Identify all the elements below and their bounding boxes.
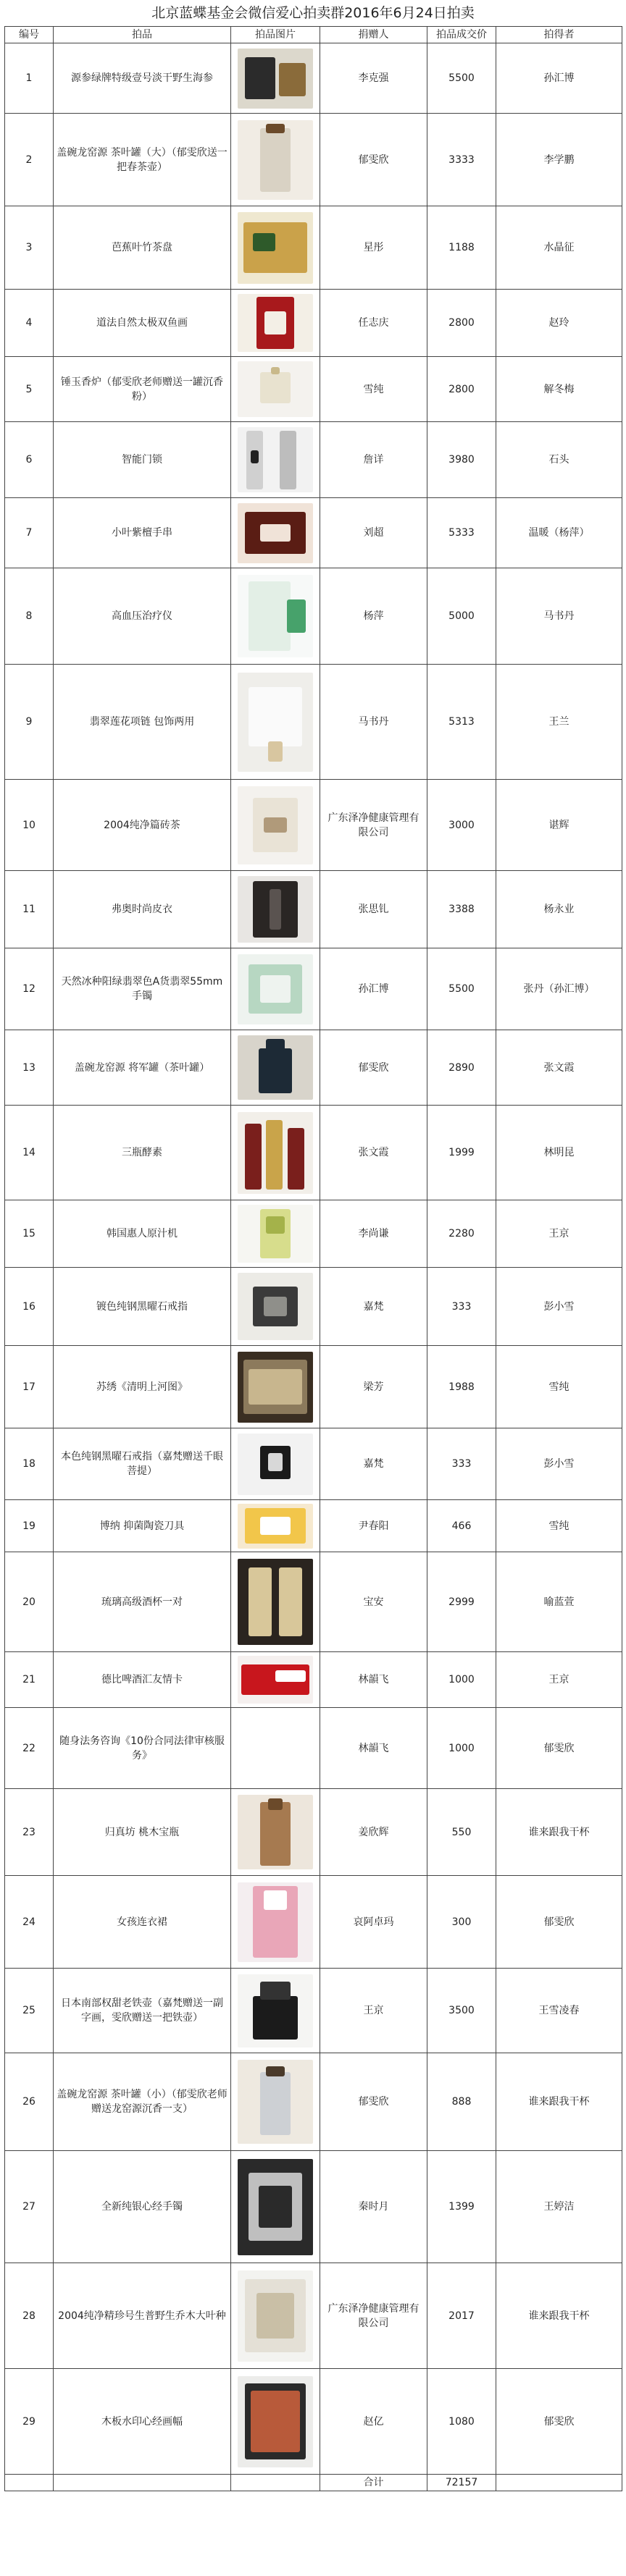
cell-number: 25	[5, 1969, 54, 2053]
girls-dress-photo	[238, 1882, 314, 1962]
cell-donor: 星彤	[320, 206, 427, 290]
cell-winner: 王京	[496, 1200, 622, 1268]
cell-number: 23	[5, 1789, 54, 1876]
cell-photo	[231, 2151, 320, 2263]
table-row	[5, 2369, 622, 2475]
heart-sutra-print-photo	[238, 2376, 314, 2467]
cell-number: 5	[5, 357, 54, 422]
cell-winner: 解冬梅	[496, 357, 622, 422]
cell-winner: 李学鹏	[496, 114, 622, 206]
cell-donor: 林韻飞	[320, 1708, 427, 1789]
cell-donor: 杨萍	[320, 568, 427, 665]
cell-price: 3000	[427, 780, 496, 871]
cell-number: 6	[5, 422, 54, 498]
tea-caddy-large-photo	[238, 120, 314, 200]
cell-number: 2	[5, 114, 54, 206]
cell-item: 盖碗龙窑源 茶叶罐（大）（郁雯欣送一把春茶壶）	[54, 114, 231, 206]
cell-photo	[231, 422, 320, 498]
cell-donor: 张文霞	[320, 1106, 427, 1200]
cell-item: 归真坊 桃木宝瓶	[54, 1789, 231, 1876]
cell-item: 小叶紫檀手串	[54, 498, 231, 568]
col-header-item: 拍品	[54, 27, 231, 43]
cell-winner: 孙汇博	[496, 43, 622, 114]
cell-photo	[231, 1708, 320, 1789]
cell-donor: 马书丹	[320, 665, 427, 780]
cell-winner: 彭小雪	[496, 1428, 622, 1500]
silver-bracelet-photo	[238, 2159, 314, 2255]
cell-price: 2999	[427, 1552, 496, 1652]
cell-winner: 喻蓝萱	[496, 1552, 622, 1652]
table-row	[5, 1876, 622, 1969]
cell-donor: 赵亿	[320, 2369, 427, 2475]
cell-price: 5000	[427, 568, 496, 665]
cell-number: 4	[5, 290, 54, 357]
cell-donor: 郁雯欣	[320, 1030, 427, 1106]
cell-donor: 嘉梵	[320, 1428, 427, 1500]
cell-winner: 谁来跟我干杯	[496, 2263, 622, 2369]
cell-winner: 雪纯	[496, 1500, 622, 1552]
taiji-painting-photo	[238, 294, 314, 352]
cell-photo	[231, 2263, 320, 2369]
cell-donor: 李尚谦	[320, 1200, 427, 1268]
cell-photo	[231, 1346, 320, 1428]
table-row	[5, 1652, 622, 1708]
cell-number: 27	[5, 2151, 54, 2263]
cell-price: 3500	[427, 1969, 496, 2053]
table-row	[5, 665, 622, 780]
cell-winner: 温暖（杨萍）	[496, 498, 622, 568]
table-row	[5, 2151, 622, 2263]
cell-price: 333	[427, 1268, 496, 1346]
col-header-price: 拍品成交价	[427, 27, 496, 43]
cell-number: 14	[5, 1106, 54, 1200]
cell-price: 1988	[427, 1346, 496, 1428]
cell-winner: 雪纯	[496, 1346, 622, 1428]
steel-ring-photo	[238, 1434, 314, 1495]
cell-winner: 彭小雪	[496, 1268, 622, 1346]
cell-donor: 嘉梵	[320, 1268, 427, 1346]
cell-number: 21	[5, 1652, 54, 1708]
cell-photo	[231, 2053, 320, 2151]
cell-item: 芭蕉叶竹茶盘	[54, 206, 231, 290]
cell-winner: 谁来跟我干杯	[496, 1789, 622, 1876]
cell-item: 道法自然太极双鱼画	[54, 290, 231, 357]
cell-number: 9	[5, 665, 54, 780]
total-row	[5, 2475, 622, 2491]
cell-winner: 赵玲	[496, 290, 622, 357]
cell-photo	[231, 1200, 320, 1268]
cell-winner: 张丹（孙汇博）	[496, 948, 622, 1030]
cell-number: 24	[5, 1876, 54, 1969]
cell-price: 5500	[427, 948, 496, 1030]
cell-winner: 石头	[496, 422, 622, 498]
cell-donor: 詹详	[320, 422, 427, 498]
cell-winner: 王京	[496, 1652, 622, 1708]
cell-price: 1080	[427, 2369, 496, 2475]
cell-donor: 姜欣辉	[320, 1789, 427, 1876]
table-row	[5, 43, 622, 114]
cell-photo	[231, 1969, 320, 2053]
cell-price: 1000	[427, 1652, 496, 1708]
table-row	[5, 1500, 622, 1552]
cell-number: 29	[5, 2369, 54, 2475]
blood-pressure-device-photo	[238, 575, 314, 657]
cell-winner: 王雪凌春	[496, 1969, 622, 2053]
cell-winner: 郁雯欣	[496, 1708, 622, 1789]
general-jar-photo	[238, 1035, 314, 1100]
cell-item: 三瓶酵素	[54, 1106, 231, 1200]
cell-photo	[231, 948, 320, 1030]
cell-photo	[231, 43, 320, 114]
table-row	[5, 1428, 622, 1500]
cell-number: 10	[5, 780, 54, 871]
cell-photo	[231, 357, 320, 422]
cell-photo	[231, 1552, 320, 1652]
cell-price: 550	[427, 1789, 496, 1876]
leather-jacket-photo	[238, 876, 314, 943]
cell-donor: 任志庆	[320, 290, 427, 357]
cell-donor: 孙汇博	[320, 948, 427, 1030]
cell-price: 888	[427, 2053, 496, 2151]
cell-price: 466	[427, 1500, 496, 1552]
cell-item: 2004纯净精珍号生普野生乔木大叶种	[54, 2263, 231, 2369]
cell-number: 3	[5, 206, 54, 290]
cell-item: 木板水印心经画幅	[54, 2369, 231, 2475]
cell-item: 锤玉香炉（郁雯欣老师赠送一罐沉香粉）	[54, 357, 231, 422]
friendship-card-photo	[238, 1656, 314, 1704]
table-row	[5, 206, 622, 290]
cell-item: 本色纯钢黑曜石戒指（嘉梵赠送千眼菩提）	[54, 1428, 231, 1500]
cell-donor: 林韻飞	[320, 1652, 427, 1708]
table-row	[5, 1346, 622, 1428]
cell-price: 2280	[427, 1200, 496, 1268]
peach-wood-vase-photo	[238, 1795, 314, 1869]
cell-price: 2890	[427, 1030, 496, 1106]
table-row	[5, 422, 622, 498]
cell-number: 18	[5, 1428, 54, 1500]
cell-item: 2004纯净篇砖茶	[54, 780, 231, 871]
puer-tea-cake-photo	[238, 2270, 314, 2362]
cell-number: 28	[5, 2263, 54, 2369]
cell-price: 1000	[427, 1708, 496, 1789]
cell-item: 高血压治疗仪	[54, 568, 231, 665]
cell-photo	[231, 498, 320, 568]
cell-item: 博纳 抑菌陶瓷刀具	[54, 1500, 231, 1552]
cell-price: 5333	[427, 498, 496, 568]
table-row	[5, 780, 622, 871]
cell-price: 1999	[427, 1106, 496, 1200]
table-row	[5, 1552, 622, 1652]
cell-item: 翡翠莲花项链 包饰两用	[54, 665, 231, 780]
iron-teapot-photo	[238, 1974, 314, 2047]
cell-winner: 谁来跟我干杯	[496, 2053, 622, 2151]
cell-donor: 哀阿卓玛	[320, 1876, 427, 1969]
cell-winner: 林明昆	[496, 1106, 622, 1200]
cell-price: 3980	[427, 422, 496, 498]
cell-photo	[231, 114, 320, 206]
glass-cups-photo	[238, 1559, 314, 1645]
cell-item: 日本南部权甜老铁壶（嘉梵赠送一副字画，雯欣赠送一把铁壶）	[54, 1969, 231, 2053]
cell-item: 天然冰种阳绿翡翠色A货翡翠55mm手镯	[54, 948, 231, 1030]
cell-number: 22	[5, 1708, 54, 1789]
cell-donor: 李克强	[320, 43, 427, 114]
cell-number: 11	[5, 871, 54, 948]
cell-price: 1399	[427, 2151, 496, 2263]
cell-photo	[231, 1789, 320, 1876]
cell-donor: 广东泽净健康管理有限公司	[320, 2263, 427, 2369]
total-label: 合计	[320, 2475, 427, 2491]
table-row	[5, 1789, 622, 1876]
ceramic-knife-photo	[238, 1504, 314, 1549]
auction-table	[4, 26, 622, 2491]
cell-price: 2800	[427, 290, 496, 357]
cell-donor: 尹春阳	[320, 1500, 427, 1552]
cell-donor: 刘超	[320, 498, 427, 568]
page-title: 北京蓝蝶基金会微信爱心拍卖群2016年6月24日拍卖	[151, 5, 475, 21]
cell-donor: 张思钆	[320, 871, 427, 948]
juicer-photo	[238, 1205, 314, 1263]
cell-donor: 广东泽净健康管理有限公司	[320, 780, 427, 871]
jade-incense-burner-photo	[238, 361, 314, 417]
cell-donor: 郁雯欣	[320, 2053, 427, 2151]
cell-item: 全新纯银心经手镯	[54, 2151, 231, 2263]
cell-item: 盖碗龙窑源 茶叶罐（小）（郁雯欣老师赠送龙窑源沉香一支）	[54, 2053, 231, 2151]
cell-item: 韩国惠人原汁机	[54, 1200, 231, 1268]
col-header-winner: 拍得者	[496, 27, 622, 43]
table-row	[5, 114, 622, 206]
cell-item: 随身法务咨询《10份合同法律审核服务》	[54, 1708, 231, 1789]
col-header-photo: 拍品图片	[231, 27, 320, 43]
cell-number: 16	[5, 1268, 54, 1346]
cell-donor: 王京	[320, 1969, 427, 2053]
cell-photo	[231, 1030, 320, 1106]
table-row	[5, 498, 622, 568]
cell-winner: 郁雯欣	[496, 2369, 622, 2475]
cell-photo	[231, 1500, 320, 1552]
cell-item: 盖碗龙窑源 将军罐（茶叶罐）	[54, 1030, 231, 1106]
cell-photo	[231, 1876, 320, 1969]
cell-number: 19	[5, 1500, 54, 1552]
brick-tea-photo	[238, 786, 314, 864]
cell-item: 女孩连衣裙	[54, 1876, 231, 1969]
sandalwood-bracelet-photo	[238, 503, 314, 563]
cell-photo	[231, 1652, 320, 1708]
jade-lotus-necklace-photo	[238, 673, 314, 772]
col-header-donor: 捐赠人	[320, 27, 427, 43]
cell-donor: 秦时月	[320, 2151, 427, 2263]
cell-winner: 王兰	[496, 665, 622, 780]
cell-number: 20	[5, 1552, 54, 1652]
cell-winner: 王婷洁	[496, 2151, 622, 2263]
cell-photo	[231, 2369, 320, 2475]
cell-photo	[231, 665, 320, 780]
cell-photo	[231, 1106, 320, 1200]
cell-donor: 雪纯	[320, 357, 427, 422]
table-row	[5, 290, 622, 357]
table-row	[5, 1106, 622, 1200]
cell-item: 琉璃高级酒杯一对	[54, 1552, 231, 1652]
table-row	[5, 568, 622, 665]
cell-photo	[231, 780, 320, 871]
cell-photo	[231, 206, 320, 290]
cell-number: 12	[5, 948, 54, 1030]
cell-price: 5500	[427, 43, 496, 114]
table-row	[5, 1969, 622, 2053]
sea-cucumber-box-photo	[238, 49, 314, 109]
cell-number: 17	[5, 1346, 54, 1428]
col-header-number: 编号	[5, 27, 54, 43]
cell-number: 26	[5, 2053, 54, 2151]
cell-item: 源参绿牌特级壹号淡干野生海参	[54, 43, 231, 114]
smart-door-lock-photo	[238, 427, 314, 492]
jade-bangle-photo	[238, 954, 314, 1024]
cell-price: 2017	[427, 2263, 496, 2369]
enzyme-bottles-photo	[238, 1112, 314, 1194]
cell-item: 镀色纯钢黑曜石戒指	[54, 1268, 231, 1346]
cell-price: 5313	[427, 665, 496, 780]
cell-item: 弗奥时尚皮衣	[54, 871, 231, 948]
table-row	[5, 871, 622, 948]
cell-donor: 梁芳	[320, 1346, 427, 1428]
cell-winner: 谌辉	[496, 780, 622, 871]
cell-photo	[231, 568, 320, 665]
obsidian-ring-photo	[238, 1273, 314, 1340]
table-row	[5, 948, 622, 1030]
cell-photo	[231, 1268, 320, 1346]
cell-item: 德比啤酒汇友情卡	[54, 1652, 231, 1708]
cell-number: 8	[5, 568, 54, 665]
embroidery-painting-photo	[238, 1352, 314, 1423]
total-value: 72157	[427, 2475, 496, 2491]
cell-winner: 郁雯欣	[496, 1876, 622, 1969]
cell-donor: 郁雯欣	[320, 114, 427, 206]
cell-winner: 张文霞	[496, 1030, 622, 1106]
cell-price: 2800	[427, 357, 496, 422]
table-row	[5, 1200, 622, 1268]
cell-winner: 水晶征	[496, 206, 622, 290]
table-row	[5, 2053, 622, 2151]
tea-caddy-small-photo	[238, 2060, 314, 2144]
cell-photo	[231, 290, 320, 357]
table-row	[5, 357, 622, 422]
cell-item: 苏绣《清明上河图》	[54, 1346, 231, 1428]
cell-price: 1188	[427, 206, 496, 290]
cell-photo	[231, 871, 320, 948]
cell-photo	[231, 1428, 320, 1500]
table-row	[5, 2263, 622, 2369]
cell-price: 300	[427, 1876, 496, 1969]
cell-winner: 杨永业	[496, 871, 622, 948]
cell-number: 7	[5, 498, 54, 568]
bamboo-tea-tray-photo	[238, 212, 314, 284]
table-row	[5, 1268, 622, 1346]
cell-number: 1	[5, 43, 54, 114]
cell-donor: 宝安	[320, 1552, 427, 1652]
header-row	[5, 27, 622, 43]
table-row	[5, 1030, 622, 1106]
cell-item: 智能门锁	[54, 422, 231, 498]
table-row	[5, 1708, 622, 1789]
cell-number: 13	[5, 1030, 54, 1106]
cell-price: 3388	[427, 871, 496, 948]
cell-price: 3333	[427, 114, 496, 206]
cell-price: 333	[427, 1428, 496, 1500]
cell-number: 15	[5, 1200, 54, 1268]
cell-winner: 马书丹	[496, 568, 622, 665]
